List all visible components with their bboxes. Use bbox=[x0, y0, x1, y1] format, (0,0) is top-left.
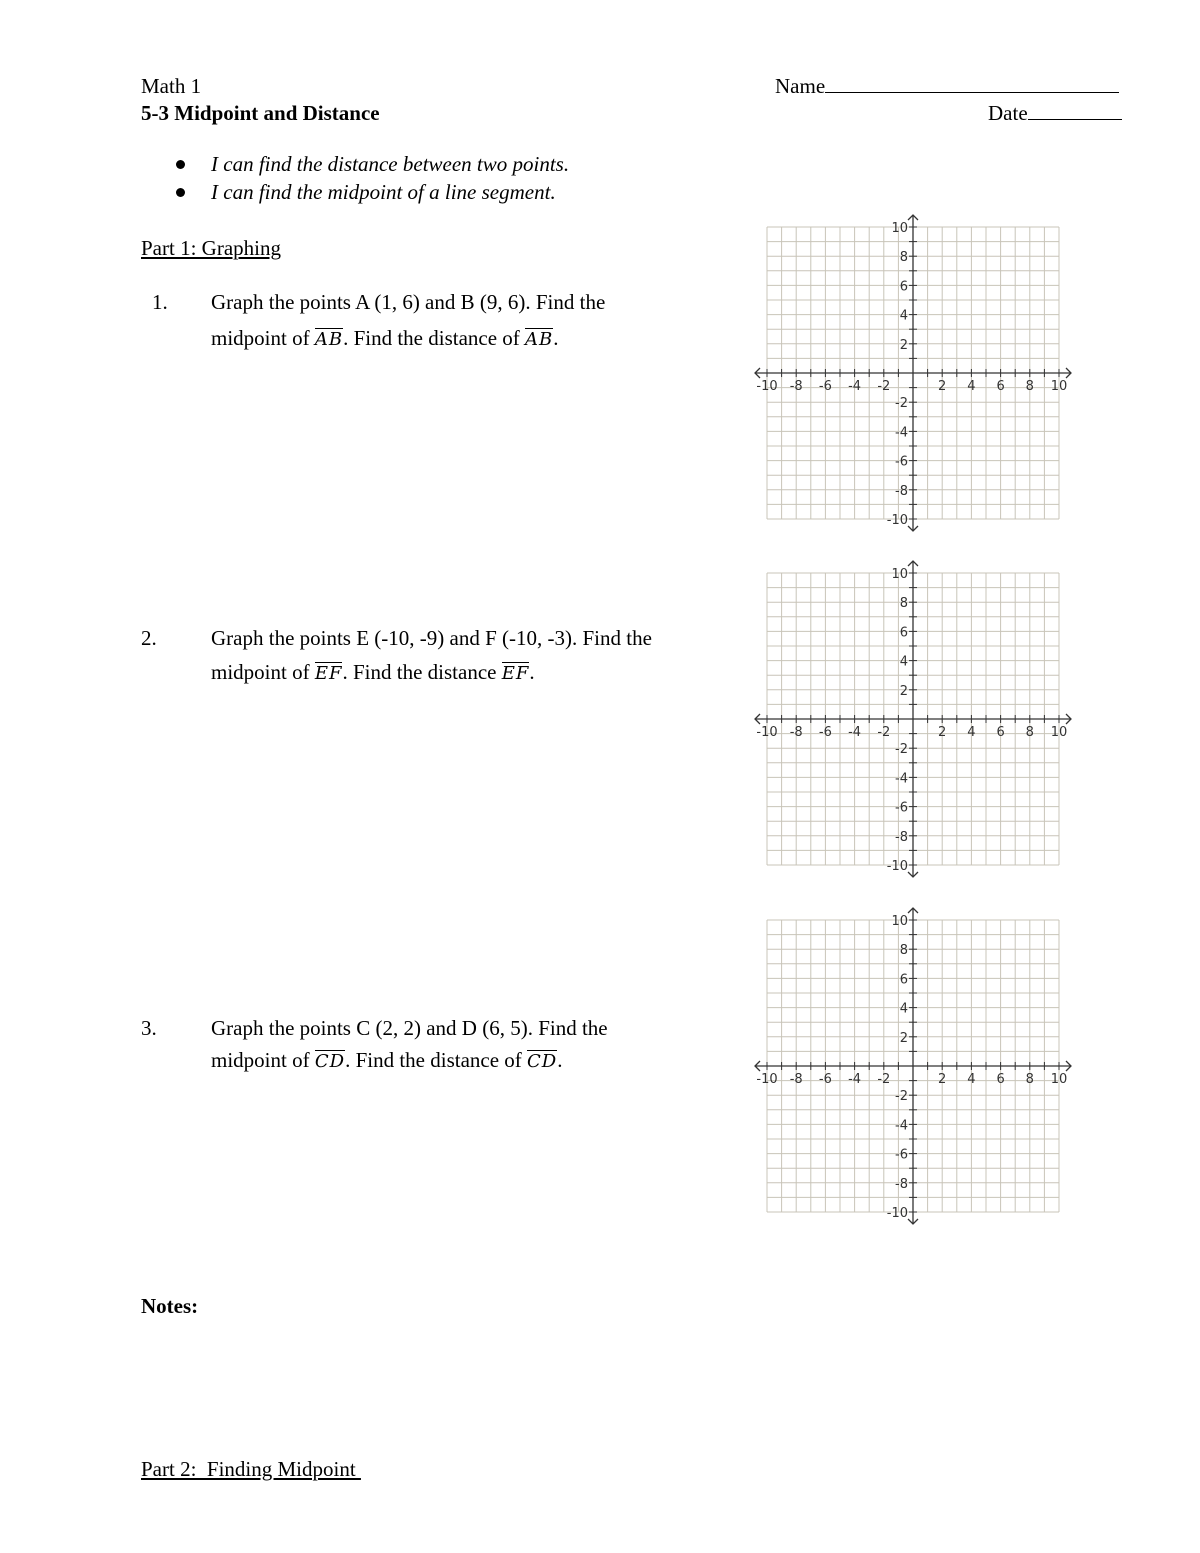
y-tick-label: 6 bbox=[899, 279, 908, 295]
y-tick-label: 10 bbox=[891, 567, 908, 582]
name-blank[interactable] bbox=[825, 76, 1119, 93]
x-tick-label: -8 bbox=[789, 1072, 803, 1087]
coordinate-grid[interactable] bbox=[750, 558, 1080, 886]
x-tick-label: 2 bbox=[938, 379, 947, 394]
x-tick-label: -2 bbox=[877, 725, 891, 740]
x-tick-label: 8 bbox=[1025, 725, 1034, 740]
x-tick-label: 10 bbox=[1050, 1072, 1068, 1087]
x-tick-label: -2 bbox=[877, 1072, 891, 1087]
notes-label: Notes: bbox=[141, 1294, 199, 1318]
x-tick-label: -10 bbox=[756, 725, 778, 740]
x-tick-label: 6 bbox=[996, 1072, 1005, 1087]
x-tick-label: -10 bbox=[756, 379, 778, 394]
coordinate-grid[interactable] bbox=[750, 905, 1080, 1233]
bullet-icon bbox=[176, 188, 185, 197]
y-tick-label: -8 bbox=[895, 829, 908, 845]
y-tick-label: 8 bbox=[899, 943, 908, 959]
y-tick-label: 4 bbox=[899, 654, 908, 670]
y-tick-label: -2 bbox=[895, 1089, 908, 1105]
x-tick-label: 8 bbox=[1025, 1072, 1034, 1087]
y-tick-label: 8 bbox=[899, 250, 908, 266]
problem-text-line2: midpoint of CD. Find the distance of CD. bbox=[211, 1048, 563, 1072]
y-tick-label: 4 bbox=[899, 1001, 908, 1017]
objective-item: I can find the midpoint of a line segment. bbox=[172, 180, 569, 208]
date-blank[interactable] bbox=[1028, 103, 1122, 120]
bullet-icon bbox=[176, 160, 185, 169]
segment-label: AB bbox=[525, 329, 554, 350]
y-tick-label: 2 bbox=[899, 337, 908, 353]
x-tick-label: 2 bbox=[938, 1072, 947, 1087]
problem-text-line1: Graph the points A (1, 6) and B (9, 6). Find the bbox=[211, 290, 606, 314]
x-tick-label: -6 bbox=[818, 725, 832, 740]
segment-label: EF bbox=[501, 663, 530, 684]
y-tick-label: 4 bbox=[899, 308, 908, 324]
y-tick-label: -8 bbox=[895, 1176, 908, 1192]
y-tick-label: 2 bbox=[899, 683, 908, 699]
x-tick-label: 4 bbox=[967, 725, 976, 740]
x-tick-label: -2 bbox=[877, 379, 891, 394]
y-tick-label: -4 bbox=[895, 1118, 908, 1134]
problem-text-line2: midpoint of EF. Find the distance EF. bbox=[211, 660, 535, 684]
x-tick-label: -10 bbox=[756, 1072, 778, 1087]
x-tick-label: -6 bbox=[818, 379, 832, 394]
y-tick-label: -10 bbox=[886, 859, 908, 874]
x-tick-label: -6 bbox=[818, 1072, 832, 1087]
problem-text-line2: midpoint of AB. Find the distance of AB. bbox=[211, 326, 559, 350]
y-tick-label: -8 bbox=[895, 483, 908, 499]
objective-item: I can find the distance between two points. bbox=[172, 152, 569, 180]
segment-label: EF bbox=[314, 663, 343, 684]
x-tick-label: 10 bbox=[1050, 725, 1068, 740]
x-tick-label: 10 bbox=[1050, 379, 1068, 394]
y-tick-label: 6 bbox=[899, 972, 908, 988]
x-tick-label: 2 bbox=[938, 725, 947, 740]
problem-number: 2. bbox=[141, 626, 157, 650]
course-label: Math 1 bbox=[141, 74, 202, 98]
x-tick-label: -4 bbox=[848, 379, 862, 394]
x-tick-label: 6 bbox=[996, 725, 1005, 740]
name-label: Name bbox=[775, 74, 826, 98]
problem-text-line1: Graph the points C (2, 2) and D (6, 5). Find the bbox=[211, 1016, 608, 1040]
y-tick-label: 8 bbox=[899, 596, 908, 612]
y-tick-label: -2 bbox=[895, 742, 908, 758]
y-tick-label: -2 bbox=[895, 396, 908, 412]
x-tick-label: 4 bbox=[967, 379, 976, 394]
x-tick-label: -8 bbox=[789, 379, 803, 394]
part1-heading: Part 1: Graphing bbox=[141, 236, 281, 260]
y-tick-label: -10 bbox=[886, 1206, 908, 1221]
segment-label: CD bbox=[314, 1051, 346, 1072]
objectives-list bbox=[172, 152, 569, 208]
y-tick-label: -6 bbox=[895, 800, 908, 816]
problem-text-line1: Graph the points E (-10, -9) and F (-10, -3). Find the bbox=[211, 626, 652, 650]
y-tick-label: -6 bbox=[895, 454, 908, 470]
y-tick-label: 2 bbox=[899, 1030, 908, 1046]
segment-label: CD bbox=[527, 1051, 558, 1072]
y-tick-label: 10 bbox=[891, 221, 908, 236]
name-field[interactable] bbox=[775, 76, 1119, 97]
y-tick-label: -4 bbox=[895, 771, 908, 787]
x-tick-label: -4 bbox=[848, 1072, 862, 1087]
x-tick-label: 8 bbox=[1025, 379, 1034, 394]
problem-number: 1. bbox=[152, 290, 168, 314]
problem-number: 3. bbox=[141, 1016, 157, 1040]
part2-heading: Part 2: Finding Midpoint bbox=[141, 1457, 361, 1481]
y-tick-label: -6 bbox=[895, 1147, 908, 1163]
date-label: Date bbox=[988, 101, 1028, 125]
lesson-title: 5-3 Midpoint and Distance bbox=[141, 101, 380, 125]
x-tick-label: 6 bbox=[996, 379, 1005, 394]
segment-label: AB bbox=[314, 329, 344, 350]
y-tick-label: 10 bbox=[891, 914, 908, 929]
y-tick-label: -10 bbox=[886, 513, 908, 528]
y-tick-label: -4 bbox=[895, 425, 908, 441]
x-tick-label: 4 bbox=[967, 1072, 976, 1087]
date-field[interactable] bbox=[988, 103, 1122, 124]
x-tick-label: -4 bbox=[848, 725, 862, 740]
y-tick-label: 6 bbox=[899, 625, 908, 641]
coordinate-grid[interactable] bbox=[750, 212, 1080, 540]
x-tick-label: -8 bbox=[789, 725, 803, 740]
